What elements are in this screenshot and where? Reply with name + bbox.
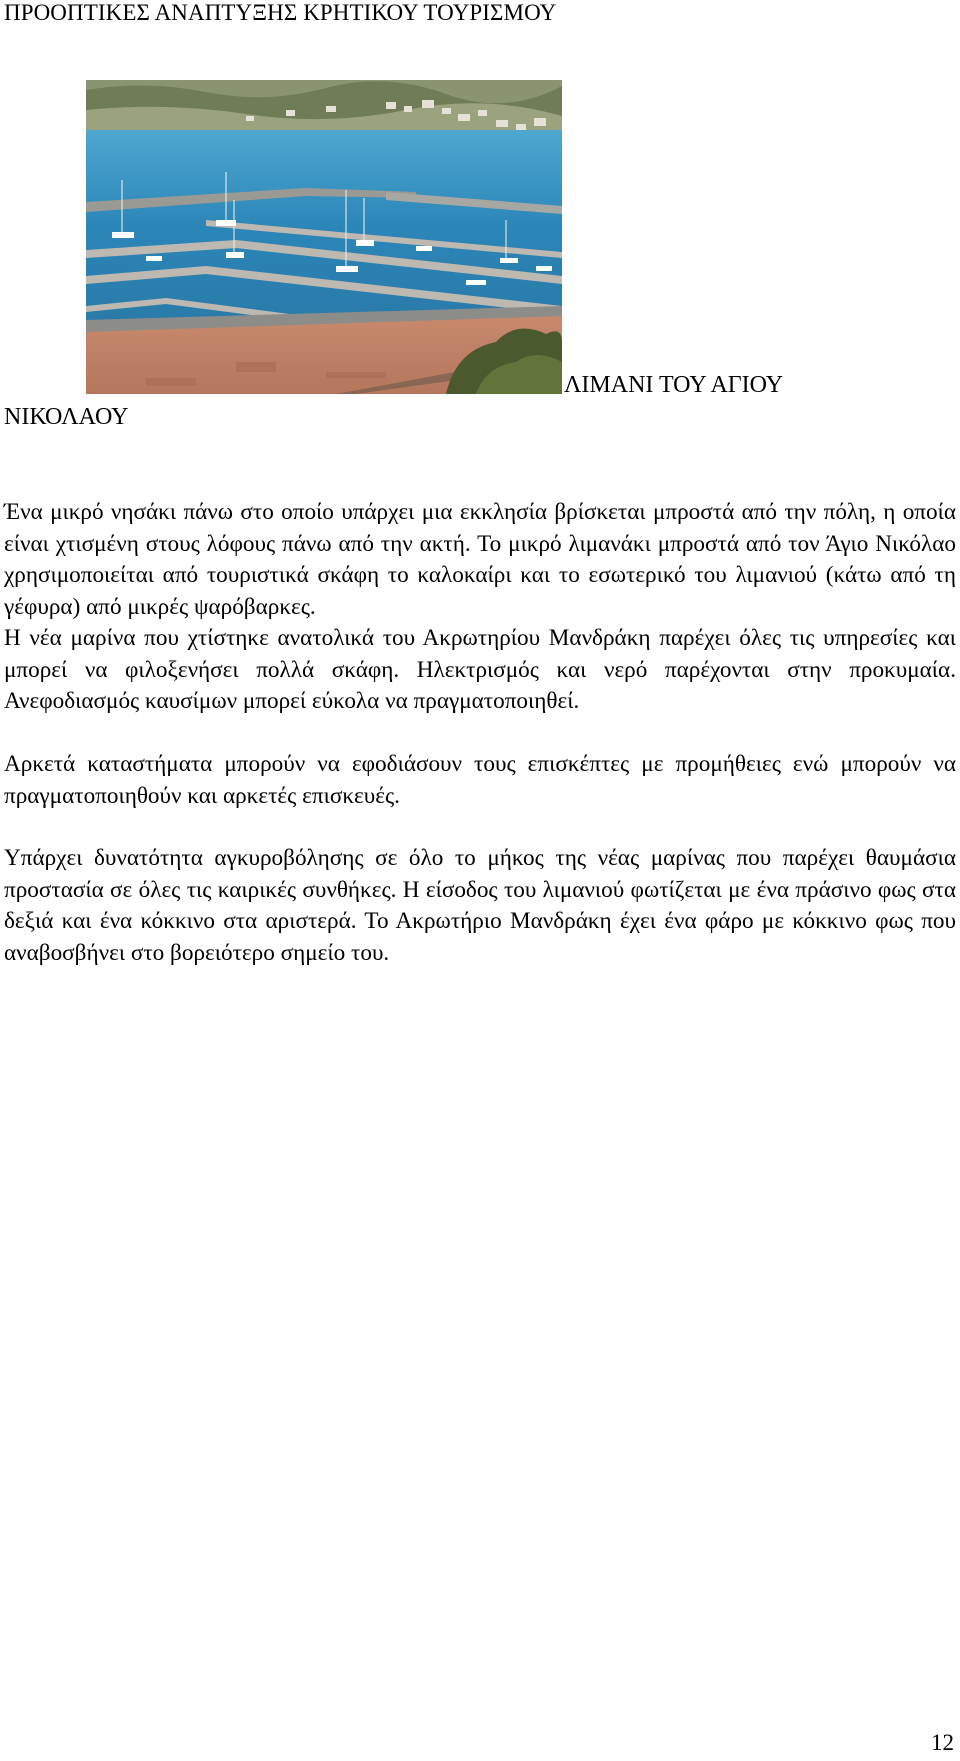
paragraph-4: Υπάρχει δυνατότητα αγκυροβόλησης σε όλο το μήκος της νέας μαρίνας που παρέχει θαυμάσια προστασία σε όλες τις καιρικές συνθήκες. Η είσοδος του λιμανιού φωτίζεται με ένα πράσινο φως στα δεξιά και ένα κόκκινο στα αριστερά. Το Ακρωτήριο Μανδράκη έχει ένα φάρο με κόκκινο φως που αναβοσβήνει στο βορειότερο σημείο του. [4, 845, 956, 966]
harbor-photo-icon [86, 80, 562, 394]
running-header: ΠΡΟΟΠΤΙΚΕΣ ΑΝΑΠΤΥΞΗΣ ΚΡΗΤΙΚΟΥ ΤΟΥΡΙΣΜΟΥ [4, 0, 557, 25]
paragraph-3: Αρκετά καταστήματα μπορούν να εφοδιάσουν τους επισκέπτες με προμήθειες ενώ μπορούν να πραγματοποιηθούν και αρκετές επισκευές. [4, 751, 956, 809]
page-number: 12 [931, 1730, 954, 1755]
harbor-photo [86, 80, 562, 394]
paragraph-1: Ένα μικρό νησάκι πάνω στο οποίο υπάρχει μια εκκλησία βρίσκεται μπροστά από την πόλη, η οποία είναι χτισμένη στους λόφους πάνω από την ακτή. Το μικρό λιμανάκι μπροστά από τον Άγιο Νικόλαο χρησιμοποιείται από τουριστικά σκάφη το καλοκαίρι και το εσωτερικό του λιμανιού (κάτω από τη γέφυρα) από μικρές ψαρόβαρκες. [4, 499, 956, 620]
figure-caption-line2: ΝΙΚΟΛΑΟΥ [4, 404, 129, 430]
paragraph-2: Η νέα μαρίνα που χτίστηκε ανατολικά του Ακρωτηρίου Μανδράκη παρέχει όλες τις υπηρεσίες και μπορεί να φιλοξενήσει πολλά σκάφη. Ηλεκτρισμός και νερό παρέχονται στην προκυμαία. Ανεφοδιασμός καυσίμων μπορεί εύκολα να πραγματοποιηθεί. [4, 625, 956, 714]
figure-caption-line1: ΛΙΜΑΝΙ ΤΟΥ ΑΓΙΟΥ [564, 372, 784, 398]
